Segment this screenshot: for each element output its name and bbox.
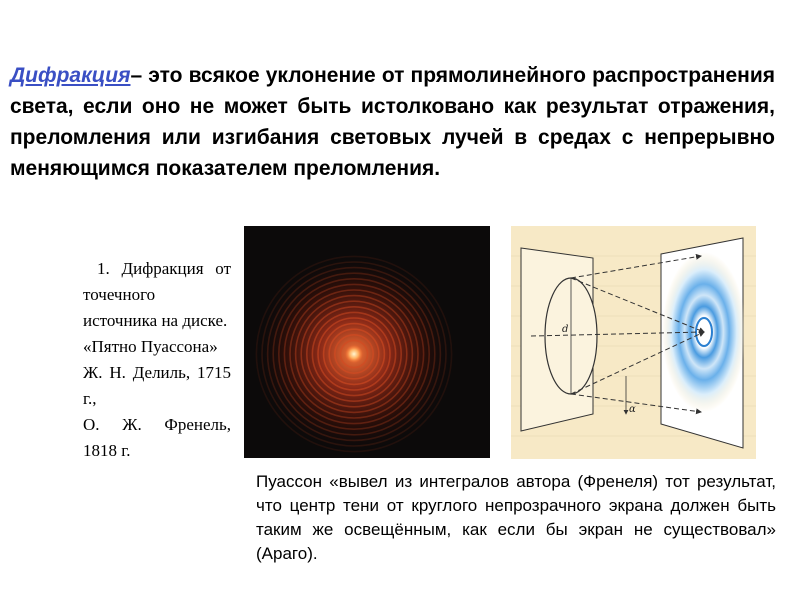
caption-block bbox=[83, 256, 231, 464]
poisson-spot bbox=[345, 345, 363, 363]
caption-name: «Пятно Пуассона» bbox=[83, 337, 218, 356]
diffraction-setup-drawing bbox=[511, 226, 756, 459]
caption-author-2: О. Ж. Френель, 1818 г. bbox=[83, 415, 231, 460]
label-alpha: α bbox=[629, 404, 636, 415]
diffraction-rings-image bbox=[244, 226, 490, 458]
poisson-quote: Пуассон «вывел из интегралов автора (Френеля) тот результат, что центр тени от круглого непрозрачного экрана должен быть таким же освещённым, как если бы экран не существовал» (Араго). bbox=[256, 472, 776, 563]
label-d: d bbox=[562, 324, 569, 335]
caption-author-1: Ж. Н. Делиль, 1715 г., bbox=[83, 363, 231, 408]
definition-term: Дифракция bbox=[10, 64, 131, 87]
definition-text: – это всякое уклонение от прямолинейного распространения света, если оно не может быть истолковано как результат отражения, преломления или изгибания световых лучей в средах с непрерывно меняющимся показателем преломления. bbox=[10, 64, 775, 180]
diffraction-diagram bbox=[511, 226, 756, 459]
caption-item: 1. Дифракция от точечного источника на диске. bbox=[83, 259, 231, 330]
definition-paragraph bbox=[10, 60, 775, 184]
poisson-spot-photo bbox=[244, 226, 490, 458]
